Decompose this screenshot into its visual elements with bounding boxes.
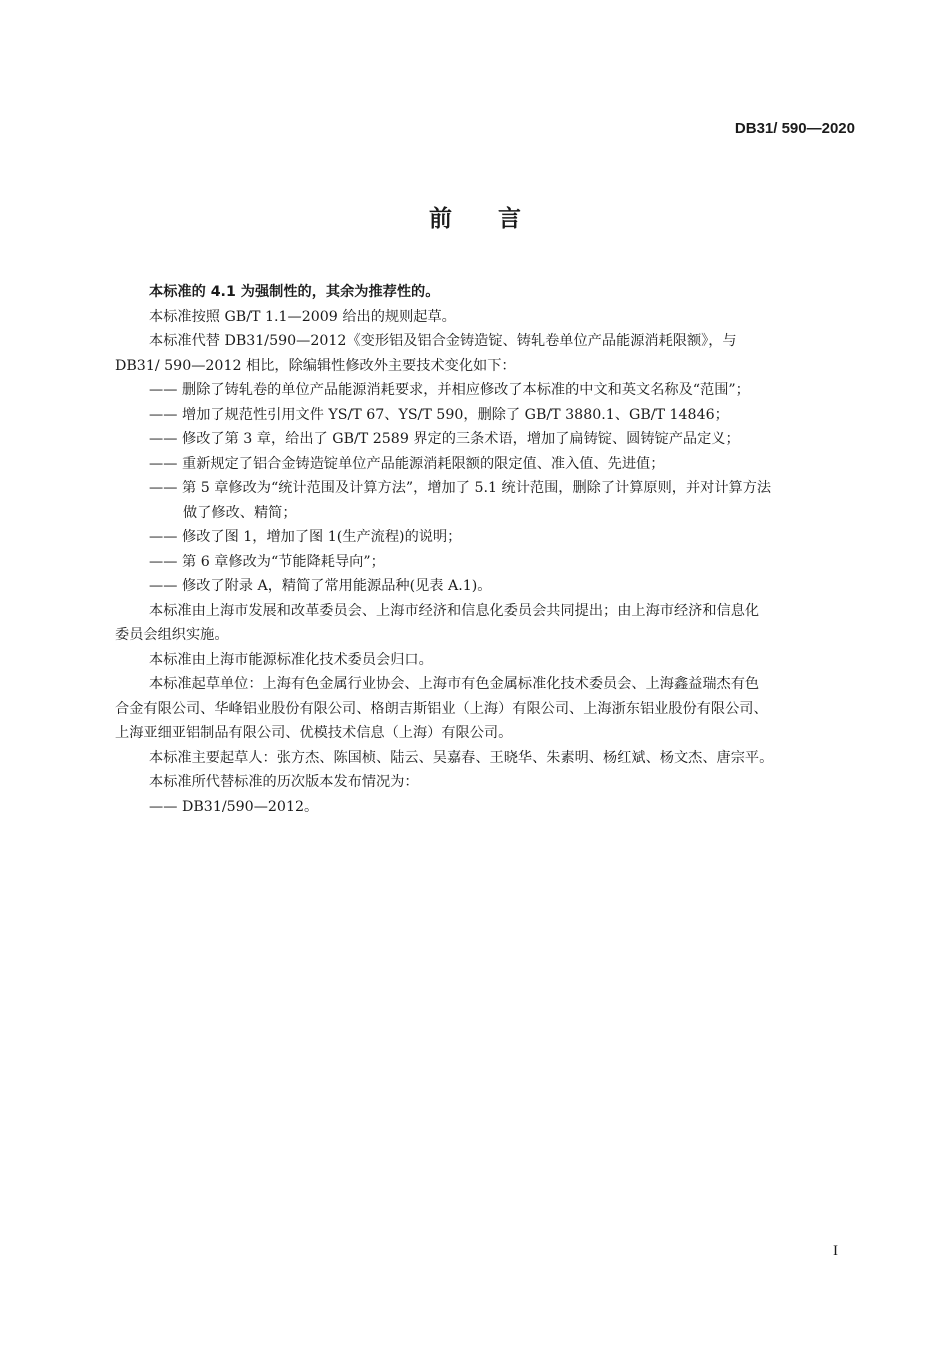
paragraph-drafters-line2: 合金有限公司、华峰铝业股份有限公司、格朗吉斯铝业（上海）有限公司、上海浙东铝业股份有限公司、 [115, 700, 768, 717]
document-code: DB31/ 590—2020 [734, 120, 855, 137]
dash-mark: —— [149, 406, 178, 423]
title-char-2: 言 [498, 206, 521, 232]
change-item-text: 修改了图 1，增加了图 1(生产流程)的说明； [182, 529, 462, 545]
change-item-text: 第 5 章修改为“统计范围及计算方法”，增加了 5.1 统计范围，删除了计算原则，并对计算方法 [182, 480, 772, 496]
paragraph-drafters-line1: 本标准起草单位：上海有色金属行业协会、上海市有色金属标准化技术委员会、上海鑫益瑞杰有色 [149, 676, 760, 692]
dash-mark: —— [149, 578, 178, 594]
dash-mark: —— [149, 553, 178, 570]
change-item [115, 574, 855, 599]
history-item-text: DB31/590—2012。 [182, 798, 319, 815]
paragraph-replaces-line2: DB31/ 590—2012 相比，除编辑性修改外主要技术变化如下： [115, 357, 516, 374]
change-item [115, 403, 855, 428]
paragraph-drafting-rules: 本标准按照 GB/T 1.1—2009 给出的规则起草。 [149, 308, 456, 325]
paragraph-proposer-line2: 委员会组织实施。 [115, 627, 229, 643]
dash-mark: —— [149, 798, 178, 815]
paragraph-mandatory: 本标准的 4.1 为强制性的，其余为推荐性的。 [149, 284, 440, 300]
dash-mark: —— [149, 431, 178, 447]
change-item [115, 476, 855, 501]
change-item-text: 重新规定了铝合金铸造锭单位产品能源消耗限额的限定值、准入值、先进值； [182, 455, 665, 472]
change-item [115, 378, 855, 403]
paragraph-history-intro: 本标准所代替标准的历次版本发布情况为： [149, 774, 419, 790]
dash-mark: —— [149, 382, 178, 398]
change-item-text: 修改了第 3 章，给出了 GB/T 2589 界定的三条术语，增加了扁铸锭、圆铸锭产品定义； [182, 431, 740, 447]
dash-mark: —— [149, 480, 178, 496]
preface-body [115, 280, 855, 819]
change-item [115, 427, 855, 452]
paragraph-replaces-line1: 本标准代替 DB31/590—2012《变形铝及铝合金铸造锭、铸轧卷单位产品能源消耗限额》，与 [149, 333, 737, 349]
change-item [115, 550, 855, 575]
title-char-1: 前 [429, 206, 452, 232]
change-item [115, 525, 855, 550]
paragraph-centralized: 本标准由上海市能源标准化技术委员会归口。 [149, 651, 433, 668]
paragraph-authors: 本标准主要起草人：张方杰、陈国桢、陆云、吴嘉春、王晓华、朱素明、杨红斌、杨文杰、唐宗平。 [149, 749, 774, 766]
change-item-text: 删除了铸轧卷的单位产品能源消耗要求，并相应修改了本标准的中文和英文名称及“范围”； [182, 382, 750, 398]
paragraph-proposer-line1: 本标准由上海市发展和改革委员会、上海市经济和信息化委员会共同提出；由上海市经济和信息化 [149, 602, 760, 619]
dash-mark: —— [149, 455, 178, 472]
history-item [115, 795, 855, 820]
change-item [115, 452, 855, 477]
paragraph-drafters-line3: 上海亚细亚铝制品有限公司、优模技术信息（上海）有限公司。 [115, 725, 513, 741]
dash-mark: —— [149, 529, 178, 545]
change-item-continuation: 做了修改、精简； [183, 504, 297, 521]
change-item-text: 修改了附录 A，精简了常用能源品种(见表 A.1)。 [182, 578, 492, 594]
change-item-text: 第 6 章修改为“节能降耗导向”； [182, 553, 385, 570]
page-title [0, 200, 950, 233]
change-item-text: 增加了规范性引用文件 YS/T 67、YS/T 590，删除了 GB/T 3880.1、GB/T 14846； [182, 406, 729, 423]
page-number: I [833, 1243, 838, 1259]
